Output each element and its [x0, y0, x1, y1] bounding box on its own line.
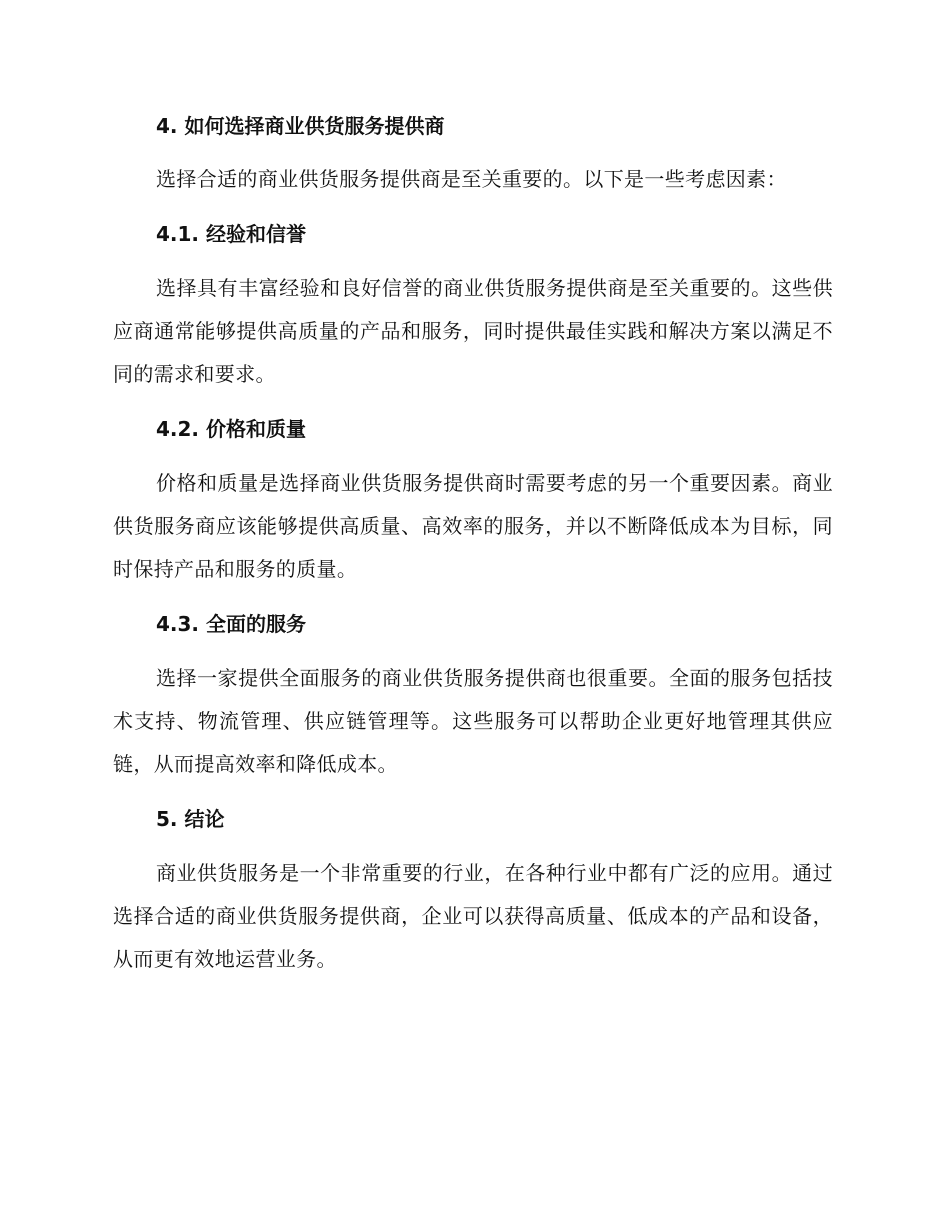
section-paragraph-how-to-choose: 选择合适的商业供货服务提供商是至关重要的。以下是一些考虑因素： — [156, 167, 787, 191]
section-heading-price-quality: 4.2. 价格和质量 — [156, 417, 306, 441]
section-heading-comprehensive-service: 4.3. 全面的服务 — [156, 612, 306, 636]
section-heading-how-to-choose: 4. 如何选择商业供货服务提供商 — [156, 114, 445, 138]
section-paragraph-comprehensive-service: 选择一家提供全面服务的商业供货服务提供商也很重要。全面的服务包括技术支持、物流管理、供应链管理等。这些服务可以帮助企业更好地管理其供应链，从而提高效率和降低成本。 — [113, 666, 833, 776]
document-page — [113, 112, 833, 981]
section-heading-experience-reputation: 4.1. 经验和信誉 — [156, 222, 306, 246]
section-paragraph-conclusion: 商业供货服务是一个非常重要的行业，在各种行业中都有广泛的应用。通过选择合适的商业供货服务提供商，企业可以获得高质量、低成本的产品和设备，从而更有效地运营业务。 — [113, 861, 833, 971]
section-paragraph-experience-reputation: 选择具有丰富经验和良好信誉的商业供货服务提供商是至关重要的。这些供应商通常能够提供高质量的产品和服务，同时提供最佳实践和解决方案以满足不同的需求和要求。 — [113, 276, 833, 386]
section-paragraph-price-quality: 价格和质量是选择商业供货服务提供商时需要考虑的另一个重要因素。商业供货服务商应该能够提供高质量、高效率的服务，并以不断降低成本为目标，同时保持产品和服务的质量。 — [113, 471, 833, 581]
section-heading-conclusion: 5. 结论 — [156, 807, 225, 831]
